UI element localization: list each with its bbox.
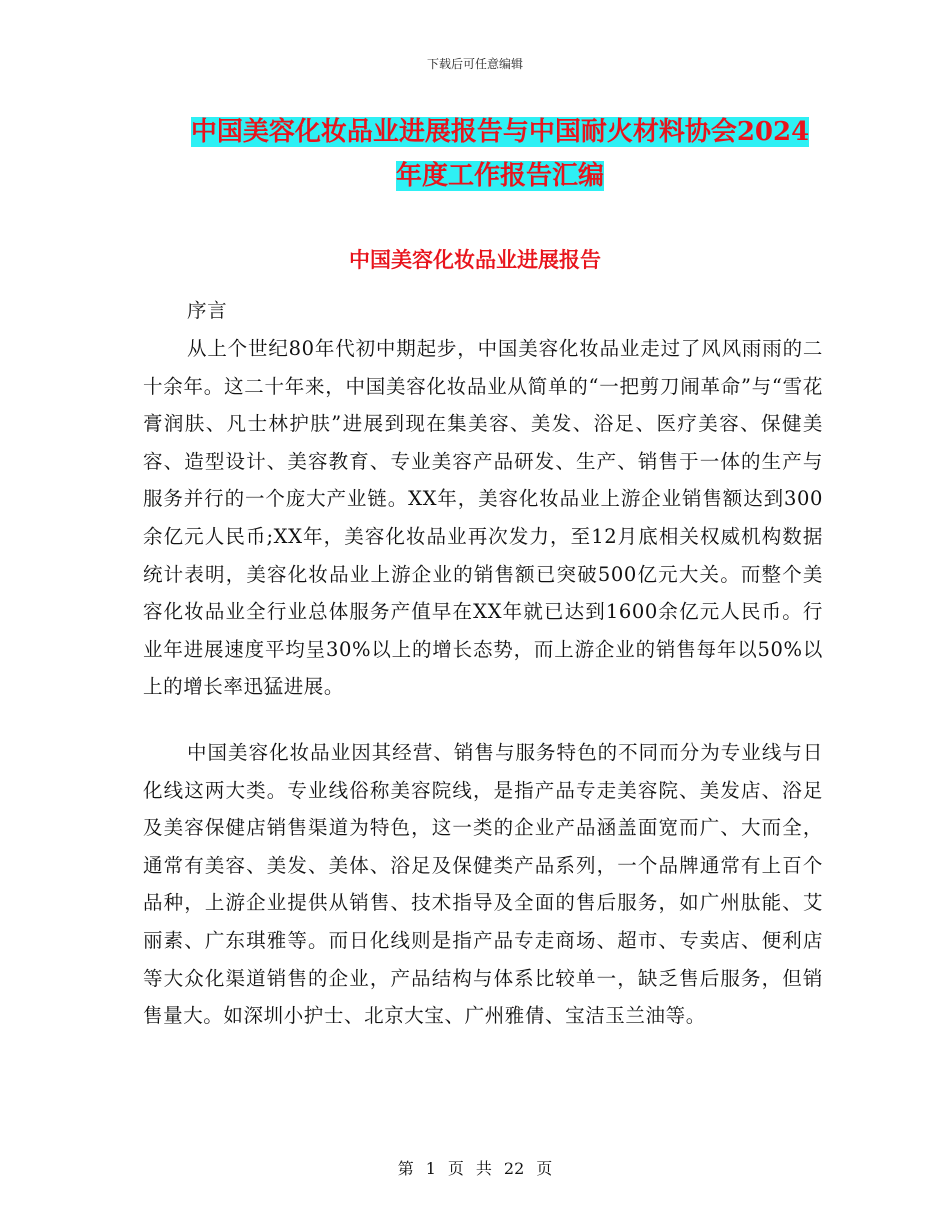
footer-label-total-unit: 页 — [536, 1159, 553, 1178]
section-heading: 中国美容化妆品业进展报告 — [349, 247, 601, 272]
page-footer — [0, 1156, 950, 1179]
footer-total-pages: 22 — [503, 1159, 525, 1178]
title-highlight-2: 年度工作报告汇编 — [395, 161, 604, 191]
footer-label-total: 共 — [475, 1159, 492, 1178]
document-title-line-1 — [150, 110, 850, 154]
footer-current-page: 1 — [425, 1159, 436, 1178]
title-highlight-1: 中国美容化妆品业进展报告与中国耐火材料协会2024 — [190, 117, 810, 147]
body-paragraph-1: 从上个世纪80年代初中期起步，中国美容化妆品业走过了风风雨雨的二十余年。这二十年来，中国美容化妆品业从简单的“一把剪刀闹革命”与“雪花膏润肤、凡士林护肤”进展到现在集美容、美发、浴足、医疗美容、保健美容、造型设计、美容教育、专业美容产品研发、生产、销售于一体的生产与服务并行的一个庞大产业链。XX年，美容化妆品业上游企业销售额达到300余亿元人民币;XX年，美容化妆品业再次发力，至12月底相关权威机构数据统计表明，美容化妆品业上游企业的销售额已突破500亿元大关。而整个美容化妆品业全行业总体服务产值早在XX年就已达到1600余亿元人民币。行业年进展速度平均呈30%以上的增长态势，而上游企业的销售每年以50%以上的增长率迅猛进展。 — [143, 337, 823, 699]
document-title-line-2 — [150, 154, 850, 198]
preface-label: 序言 — [187, 299, 228, 322]
body-paragraph-2: 中国美容化妆品业因其经营、销售与服务特色的不同而分为专业线与日化线这两大类。专业线俗称美容院线，是指产品专走美容院、美发店、浴足及美容保健店销售渠道为特色，这一类的企业产品涵盖面宽而广、大而全，通常有美容、美发、美体、浴足及保健类产品系列，一个品牌通常有上百个品种，上游企业提供从销售、技术指导及全面的售后服务，如广州肽能、艾丽素、广东琪雅等。而日化线则是指产品专走商场、超市、专卖店、便利店等大众化渠道销售的企业，产品结构与体系比较单一，缺乏售后服务，但销售量大。如深圳小护士、北京大宝、广州雅倩、宝洁玉兰油等。 — [143, 741, 823, 1028]
header-note: 下载后可任意编辑 — [426, 57, 523, 71]
footer-label-page-unit: 页 — [447, 1159, 464, 1178]
footer-label-page: 第 — [397, 1159, 414, 1178]
